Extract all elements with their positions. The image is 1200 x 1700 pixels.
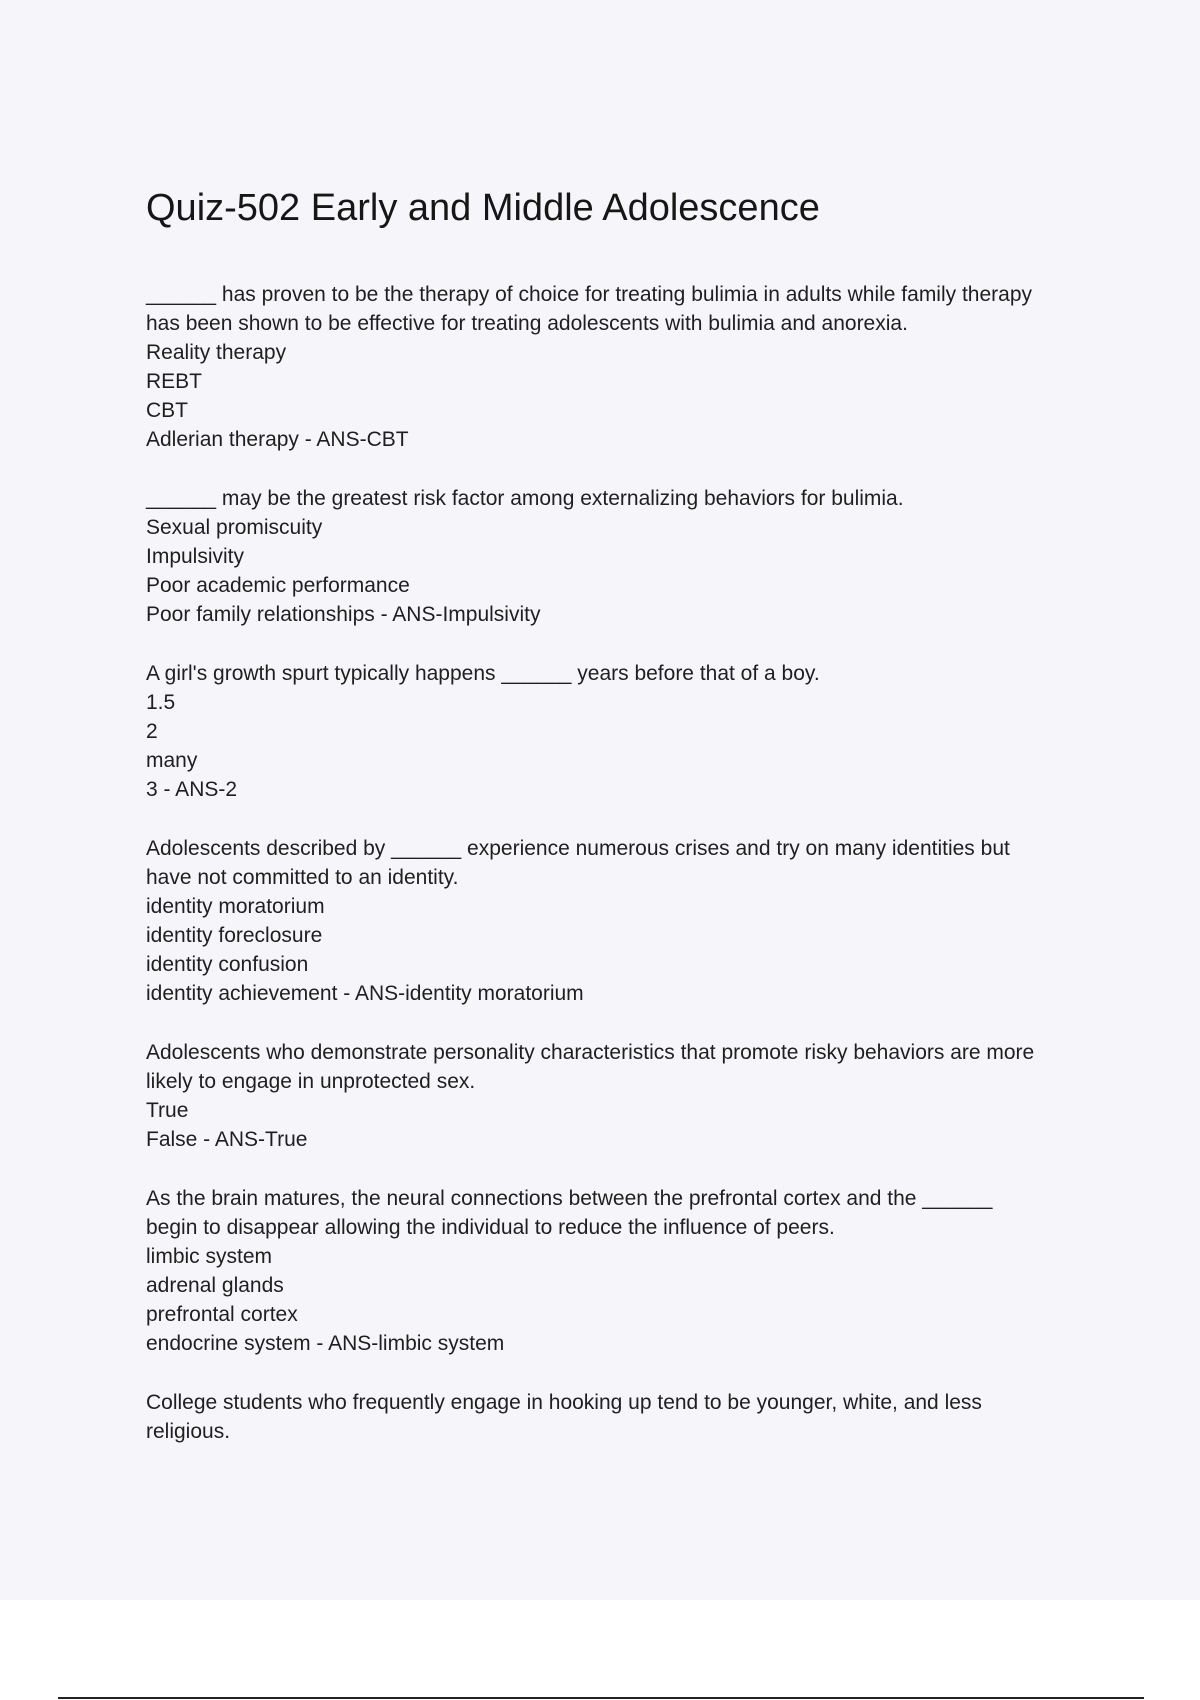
question-list <box>146 280 1096 1446</box>
question-text: As the brain matures, the neural connections between the prefrontal cortex and the ______ <box>146 1187 993 1210</box>
question-line: Impulsivity <box>146 545 245 568</box>
document-content <box>146 182 1096 1476</box>
question-line: 1.5 <box>146 691 176 714</box>
question-text: Adolescents who demonstrate personality characteristics that promote risky behaviors are more <box>146 1041 1035 1064</box>
page-title: Quiz-502 Early and Middle Adolescence <box>146 187 820 229</box>
question-block <box>146 1038 1096 1154</box>
question-block <box>146 659 1096 804</box>
question-text: ______ may be the greatest risk factor among externalizing behaviors for bulimia. <box>146 487 904 510</box>
question-line: identity confusion <box>146 953 309 976</box>
question-line: have not committed to an identity. <box>146 866 459 889</box>
question-line: identity foreclosure <box>146 924 323 947</box>
question-line: Poor academic performance <box>146 574 410 597</box>
question-text: A girl's growth spurt typically happens ______ years before that of a boy. <box>146 662 820 685</box>
question-line: Sexual promiscuity <box>146 516 323 539</box>
question-line: many <box>146 749 198 772</box>
question-text: College students who frequently engage in hooking up tend to be younger, white, and less <box>146 1391 982 1414</box>
question-line: CBT <box>146 399 188 422</box>
question-line: has been shown to be effective for treating adolescents with bulimia and anorexia. <box>146 312 908 335</box>
question-block <box>146 484 1096 629</box>
question-line: begin to disappear allowing the individual to reduce the influence of peers. <box>146 1216 835 1239</box>
question-line: endocrine system - ANS-limbic system <box>146 1332 505 1355</box>
question-block <box>146 1388 1096 1446</box>
question-line: prefrontal cortex <box>146 1303 298 1326</box>
question-block <box>146 280 1096 454</box>
question-line: True <box>146 1099 189 1122</box>
question-line: likely to engage in unprotected sex. <box>146 1070 476 1093</box>
question-text: Adolescents described by ______ experience numerous crises and try on many identities but <box>146 837 1010 860</box>
question-block <box>146 834 1096 1008</box>
question-block <box>146 1184 1096 1358</box>
question-line: identity achievement - ANS-identity moratorium <box>146 982 584 1005</box>
question-line: 3 - ANS-2 <box>146 778 238 801</box>
question-line: adrenal glands <box>146 1274 284 1297</box>
question-line: False - ANS-True <box>146 1128 308 1151</box>
question-line: identity moratorium <box>146 895 325 918</box>
question-line: 2 <box>146 720 158 743</box>
question-line: religious. <box>146 1420 231 1443</box>
question-line: Adlerian therapy - ANS-CBT <box>146 428 409 451</box>
question-text: ______ has proven to be the therapy of choice for treating bulimia in adults while family therapy <box>146 283 1033 306</box>
footer-divider <box>58 1697 1144 1699</box>
question-line: Reality therapy <box>146 341 287 364</box>
question-line: REBT <box>146 370 203 393</box>
question-line: Poor family relationships - ANS-Impulsivity <box>146 603 541 626</box>
question-line: limbic system <box>146 1245 273 1268</box>
